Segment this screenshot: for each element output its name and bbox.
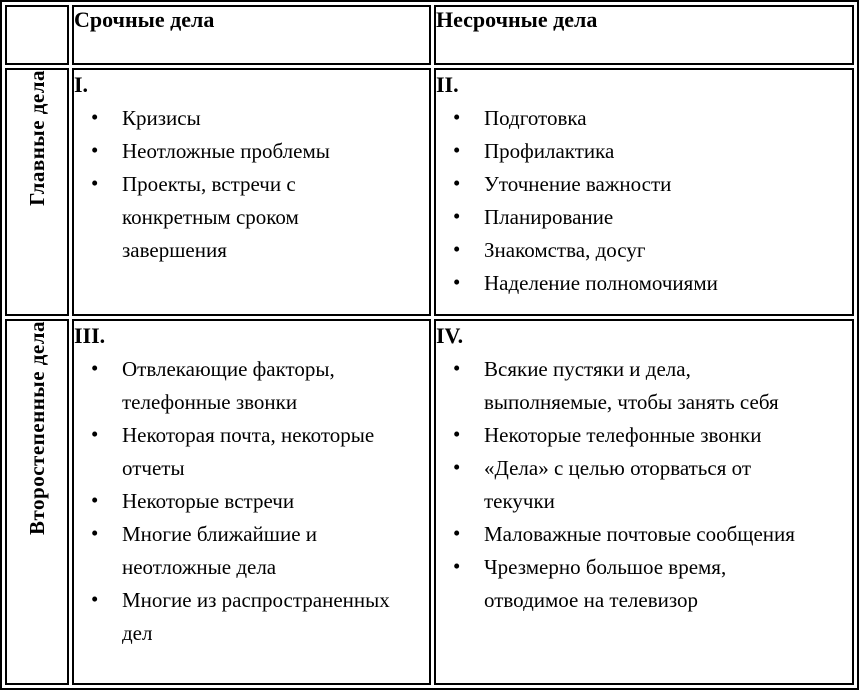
column-header-nonurgent-label: Несрочные дела <box>436 7 598 32</box>
row-header-secondary-label: Второстепенные дела <box>24 321 49 535</box>
quadrant-3-label: III. <box>74 323 106 348</box>
bullet-icon: • <box>91 105 99 129</box>
list-item-text: Проекты, встречи с конкретным сроком завершения <box>122 172 299 262</box>
list-item <box>436 353 852 419</box>
list-item-text: Всякие пустяки и дела, выполняемые, чтобы занять себя <box>484 357 779 414</box>
bullet-icon: • <box>453 204 461 228</box>
bullet-icon: • <box>453 138 461 162</box>
list-item <box>74 485 429 518</box>
bullet-icon: • <box>91 488 99 512</box>
list-item-text: Многие из распространенных дел <box>122 588 390 645</box>
list-item-text: Знакомства, досуг <box>484 238 646 262</box>
quadrant-1-list <box>74 102 429 267</box>
list-item <box>436 452 852 518</box>
list-item <box>74 135 429 168</box>
list-item-text: Чрезмерно большое время, отводимое на телевизор <box>484 555 727 612</box>
bullet-icon: • <box>91 587 99 611</box>
list-item <box>436 135 852 168</box>
bullet-icon: • <box>453 237 461 261</box>
quadrant-3-cell <box>72 319 431 685</box>
list-item-text: Планирование <box>484 205 614 229</box>
quadrant-4-label: IV. <box>436 323 464 348</box>
list-item-text: Многие ближайшие и неотложные дела <box>122 522 317 579</box>
list-item-text: Неотложные проблемы <box>122 139 330 163</box>
list-item <box>436 518 852 551</box>
row-secondary <box>5 319 854 685</box>
quadrant-2-cell <box>434 68 854 316</box>
bullet-icon: • <box>453 422 461 446</box>
list-item <box>74 102 429 135</box>
list-item-text: Некоторые встречи <box>122 489 295 513</box>
bullet-icon: • <box>453 270 461 294</box>
list-item <box>436 419 852 452</box>
quadrant-4-list <box>436 353 852 617</box>
quadrant-2-list <box>436 102 852 300</box>
list-item <box>436 168 852 201</box>
bullet-icon: • <box>453 171 461 195</box>
row-main <box>5 68 854 316</box>
column-header-nonurgent <box>434 5 854 65</box>
bullet-icon: • <box>91 521 99 545</box>
quadrant-4-cell <box>434 319 854 685</box>
list-item-text: Подготовка <box>484 106 587 130</box>
quadrant-1-label: I. <box>74 72 89 97</box>
list-item-text: Некоторые телефонные звонки <box>484 423 762 447</box>
list-item <box>74 353 429 419</box>
row-header-main <box>5 68 69 316</box>
quadrant-2-label: II. <box>436 72 459 97</box>
corner-cell <box>5 5 69 65</box>
list-item-text: «Дела» с целью оторваться от текучки <box>484 456 752 513</box>
bullet-icon: • <box>453 554 461 578</box>
list-item <box>74 168 429 267</box>
bullet-icon: • <box>91 356 99 380</box>
column-header-urgent <box>72 5 431 65</box>
list-item-text: Некоторая почта, некоторые отчеты <box>122 423 375 480</box>
column-header-urgent-label: Срочные дела <box>74 7 215 32</box>
list-item-text: Профилактика <box>484 139 615 163</box>
bullet-icon: • <box>91 138 99 162</box>
bullet-icon: • <box>453 521 461 545</box>
row-header-main-label: Главные дела <box>24 70 49 206</box>
list-item <box>74 584 429 650</box>
bullet-icon: • <box>453 105 461 129</box>
bullet-icon: • <box>91 422 99 446</box>
list-item <box>436 551 852 617</box>
list-item-text: Отвлекающие факторы, телефонные звонки <box>122 357 335 414</box>
bullet-icon: • <box>453 455 461 479</box>
list-item-text: Кризисы <box>122 106 201 130</box>
list-item-text: Наделение полномочиями <box>484 271 718 295</box>
list-item <box>436 234 852 267</box>
quadrant-1-cell <box>72 68 431 316</box>
row-header-secondary <box>5 319 69 685</box>
header-row <box>5 5 854 65</box>
bullet-icon: • <box>453 356 461 380</box>
list-item <box>74 518 429 584</box>
quadrant-3-list <box>74 353 429 650</box>
list-item <box>436 267 852 300</box>
list-item <box>436 102 852 135</box>
list-item <box>436 201 852 234</box>
list-item-text: Маловажные почтовые сообщения <box>484 522 795 546</box>
list-item <box>74 419 429 485</box>
bullet-icon: • <box>91 171 99 195</box>
list-item-text: Уточнение важности <box>484 172 672 196</box>
